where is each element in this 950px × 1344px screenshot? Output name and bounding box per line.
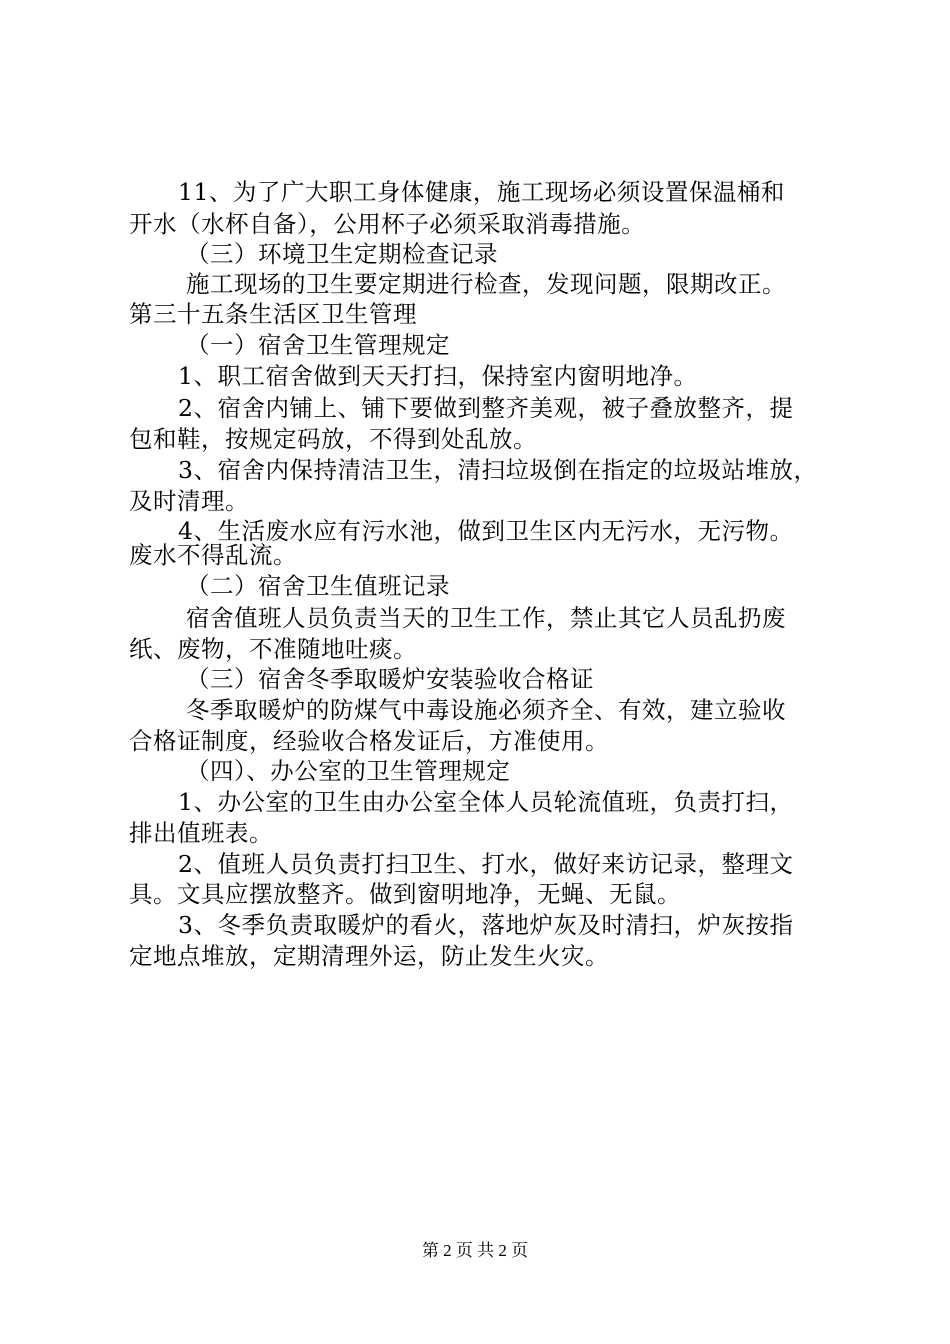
section-heading: （三）环境卫生定期检查记录 — [186, 240, 498, 268]
text-line: 开水（水杯自备），公用杯子必须采取消毒措施。 — [129, 210, 646, 238]
text-line: 合格证制度，经验收合格发证后，方准使用。 — [129, 727, 609, 755]
section-heading: （一）宿舍卫生管理规定 — [186, 331, 450, 359]
text-line: 4、生活废水应有污水池，做到卫生区内无污水，无污物。 — [178, 517, 794, 545]
section-heading: （四）、办公室的卫生管理规定 — [186, 757, 511, 785]
text-line: 11、为了广大职工身体健康，施工现场必须设置保温桶和 — [178, 178, 785, 206]
text-line: 废水不得乱流。 — [129, 541, 297, 569]
text-line: 1、职工宿舍做到天天打扫，保持室内窗明地净。 — [178, 362, 698, 390]
text-line: 包和鞋，按规定码放，不得到处乱放。 — [129, 425, 537, 453]
text-line: 冬季取暖炉的防煤气中毒设施必须齐全、有效，建立验收 — [186, 696, 786, 724]
text-line: 定地点堆放，定期清理外运，防止发生火灾。 — [129, 942, 609, 970]
text-line: 2、宿舍内铺上、铺下要做到整齐美观，被子叠放整齐，提 — [178, 394, 794, 422]
text-line: 1、办公室的卫生由办公室全体人员轮流值班，负责打扫， — [178, 788, 794, 816]
text-line: 3、冬季负责取暖炉的看火，落地炉灰及时清扫，炉灰按指 — [178, 911, 794, 939]
text-line: 排出值班表。 — [129, 819, 273, 847]
article-heading: 第三十五条生活区卫生管理 — [129, 300, 417, 328]
page-number: 第 2 页 共 2 页 — [421, 1241, 529, 1260]
text-line: 具。文具应摆放整齐。做到窗明地净，无蝇、无鼠。 — [129, 880, 681, 908]
text-line: 纸、废物，不准随地吐痰。 — [129, 635, 417, 663]
section-heading: （三）宿舍冬季取暖炉安装验收合格证 — [186, 665, 594, 693]
text-line: 施工现场的卫生要定期进行检查，发现问题，限期改正。 — [186, 270, 786, 298]
text-line: 及时清理。 — [129, 487, 249, 515]
text-line: 宿舍值班人员负责当天的卫生工作，禁止其它人员乱扔废 — [186, 604, 786, 632]
text-line: 3、宿舍内保持清洁卫生，清扫垃圾倒在指定的垃圾站堆放， — [178, 456, 818, 484]
text-line: 2、值班人员负责打扫卫生、打水，做好来访记录，整理文 — [178, 850, 794, 878]
section-heading: （二）宿舍卫生值班记录 — [186, 572, 450, 600]
